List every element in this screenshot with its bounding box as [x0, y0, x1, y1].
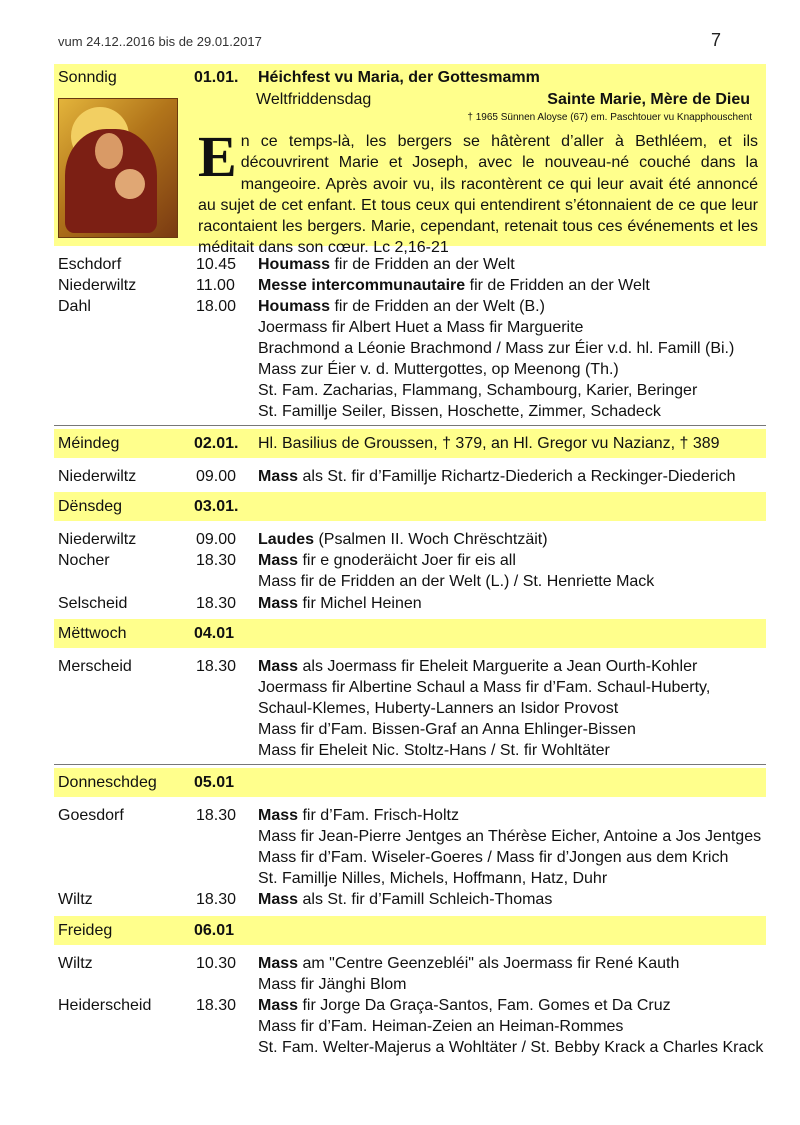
- feast-title-fr: Sainte Marie, Mère de Dieu: [547, 91, 750, 108]
- day-header-thursday: Donneschdeg 05.01: [54, 768, 766, 797]
- date-range-header: vum 24.12..2016 bis de 29.01.2017: [58, 34, 262, 49]
- day-name: Sonndig: [58, 69, 117, 86]
- day-header-sunday: [54, 64, 766, 257]
- obituary-note: † 1965 Sünnen Aloyse (67) em. Paschtouer vu Knapphouschent: [467, 112, 752, 123]
- feast-title: Héichfest vu Maria, der Gottesmamm: [258, 69, 540, 86]
- intention: Houmass fir de Fridden an der Welt (B.) Joermass fir Albert Huet a Mass fir Marguerite Brachmond a Léonie Brachmond / Mass zur Éier v.d. hl. Famill (Bi.) Mass zur Éier v. d. Muttergottes, op Meenong (Th.) St. Fam. Zacharias, Flammang, Schambourg, Karier, Beringer St. Famillje Seiler, Bissen, Hoschette, Zimmer, Schadeck: [258, 298, 735, 420]
- day-header-wednesday: Mëttwoch 04.01: [54, 619, 766, 648]
- place: Niederwiltz: [58, 277, 137, 294]
- divider: [54, 425, 766, 426]
- day-header-monday: Méindeg 02.01. Hl. Basilius de Groussen, † 379, an Hl. Gregor vu Nazianz, † 389: [54, 429, 766, 458]
- feast-subtitle: Weltfriddensdag: [256, 91, 372, 108]
- time: 11.00: [196, 277, 235, 294]
- place: Eschdorf: [58, 256, 122, 273]
- intention: Messe intercommunautaire fir de Fridden an der Welt: [258, 277, 650, 294]
- intention: Houmass fir de Fridden an der Welt: [258, 256, 515, 273]
- day-header-tuesday: Dënsdeg 03.01.: [54, 492, 766, 521]
- divider: [54, 764, 766, 765]
- madonna-icon: [58, 98, 178, 238]
- day-header-friday: Freideg 06.01: [54, 916, 766, 945]
- page-number: 7: [711, 30, 722, 50]
- gospel-body: n ce temps-là, les bergers se hâtèrent d’aller à Bethléem, et ils découvrirent Marie et Joseph, avec le nouveau-né couché dans la mangeoire. Après avoir vu, ils racontèrent ce qui leur avait été annoncé au sujet de cet enfant. Et tous ceux qui entendirent s’étonnaient de ce que leur racontaient les bergers. Marie, cependant, retenait tous ces événements et les méditait dans son cœur. Lc 2,16-21: [198, 133, 758, 257]
- time: 10.45: [196, 256, 237, 273]
- time: 18.00: [196, 298, 237, 315]
- day-date: 01.01.: [194, 69, 239, 86]
- place: Dahl: [58, 298, 91, 315]
- drop-cap: E: [198, 124, 237, 189]
- gospel-text: [198, 124, 758, 259]
